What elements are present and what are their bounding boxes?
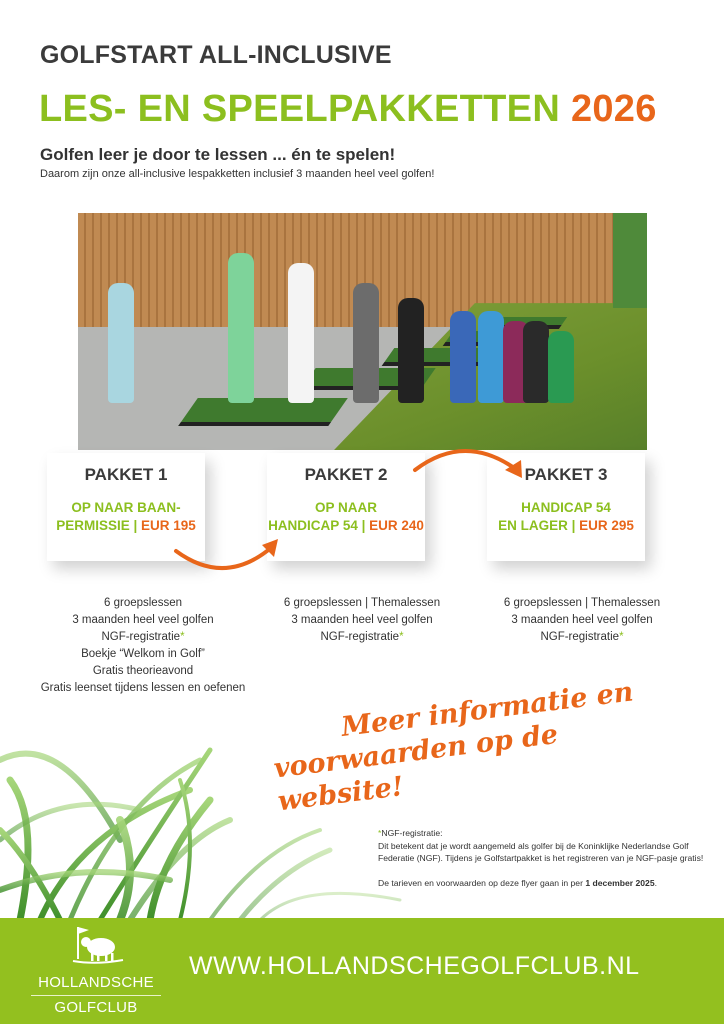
package-goal-line1: HANDICAP 54	[521, 500, 611, 515]
package-3-features	[467, 595, 697, 646]
asterisk: *	[399, 631, 404, 643]
feature-item: Boekje “Welkom in Golf”	[81, 648, 205, 660]
footnote-body: Dit betekent dat je wordt aangemeld als golfer bij de Koninklijke Nederlandse Golf Federatie (NGF). Tijdens je Golfstartpakket is het registreren van je NGF-pasje gratis!	[378, 840, 704, 863]
curved-arrow-icon	[405, 440, 530, 485]
kicker-title: GOLFSTART ALL-INCLUSIVE	[40, 41, 392, 69]
footnote	[378, 827, 718, 889]
feature-item: NGF-registratie*	[101, 631, 185, 643]
golf-instructor	[228, 253, 254, 403]
club-logo[interactable]	[20, 925, 172, 1016]
curved-arrow-icon	[170, 535, 285, 585]
feature-item: 3 maanden heel veel golfen	[291, 614, 433, 626]
logo-text-line1: HOLLANDSCHE	[38, 974, 154, 991]
headline	[39, 88, 657, 131]
sheep-flag-icon	[61, 925, 131, 967]
package-price: EUR 295	[579, 518, 634, 533]
asterisk: *	[378, 828, 382, 838]
package-title: PAKKET 2	[304, 465, 388, 484]
logo-divider	[31, 995, 161, 996]
package-goal-line2: PERMISSIE	[56, 518, 130, 533]
asterisk: *	[619, 631, 624, 643]
golfer	[108, 283, 134, 403]
feature-item: NGF-registratie*	[320, 631, 404, 643]
website-callout	[268, 669, 697, 818]
package-goal-line1: OP NAAR BAAN-	[71, 500, 181, 515]
feature-item: NGF-registratie*	[540, 631, 624, 643]
golfer	[450, 311, 476, 403]
separator: |	[133, 518, 138, 533]
driving-range-photo	[78, 213, 647, 450]
feature-item: 6 groepslessen	[104, 597, 182, 609]
package-goal-line1: OP NAAR	[314, 500, 377, 515]
package-goal-line2: EN LAGER	[498, 518, 568, 533]
package-2-features	[247, 595, 477, 646]
golfer	[353, 283, 379, 403]
feature-item: 6 groepslessen | Themalessen	[283, 597, 441, 609]
headline-text: LES- EN SPEELPAKKETTEN	[39, 88, 561, 130]
package-price: EUR 195	[141, 518, 196, 533]
subheading: Golfen leer je door te lessen ... én te spelen!	[40, 145, 396, 164]
validity-note: De tarieven en voorwaarden op deze flyer gaan in per 1 december 2025.	[378, 877, 658, 888]
golfer	[288, 263, 314, 403]
trees	[613, 213, 647, 308]
logo-text-line2: GOLFCLUB	[54, 999, 138, 1016]
package-1-features	[28, 595, 258, 697]
feature-item: Gratis leenset tijdens lessen en oefenen	[40, 682, 246, 694]
package-price: EUR 240	[369, 518, 424, 533]
website-url[interactable]: WWW.HOLLANDSCHEGOLFCLUB.NL	[189, 952, 640, 980]
package-title: PAKKET 3	[524, 465, 608, 484]
feature-item: Gratis theorieavond	[92, 665, 194, 677]
separator: |	[361, 518, 366, 533]
callout-line2: voorwaarden op de website!	[272, 718, 560, 818]
golfer	[523, 321, 549, 403]
package-title: PAKKET 1	[84, 465, 168, 484]
intro-text: Daarom zijn onze all-inclusive lespakketten inclusief 3 maanden heel veel golfen!	[40, 168, 435, 180]
asterisk: *	[180, 631, 185, 643]
package-card-2	[267, 453, 425, 561]
practice-mat	[178, 398, 348, 426]
feature-item: 3 maanden heel veel golfen	[72, 614, 214, 626]
footnote-title: *NGF-registratie:	[378, 828, 443, 838]
package-goal-line2: HANDICAP 54	[268, 518, 358, 533]
golfer	[398, 298, 424, 403]
callout-line1: Meer informatie en	[339, 676, 635, 743]
package-subtitle	[487, 499, 645, 535]
golfer	[478, 311, 504, 403]
package-subtitle	[267, 499, 425, 535]
feature-item: 3 maanden heel veel golfen	[511, 614, 653, 626]
headline-year: 2026	[570, 88, 657, 130]
separator: |	[571, 518, 576, 533]
validity-date: 1 december 2025	[585, 877, 655, 888]
package-subtitle	[47, 499, 205, 535]
feature-item: 6 groepslessen | Themalessen	[503, 597, 661, 609]
golfer	[548, 331, 574, 403]
